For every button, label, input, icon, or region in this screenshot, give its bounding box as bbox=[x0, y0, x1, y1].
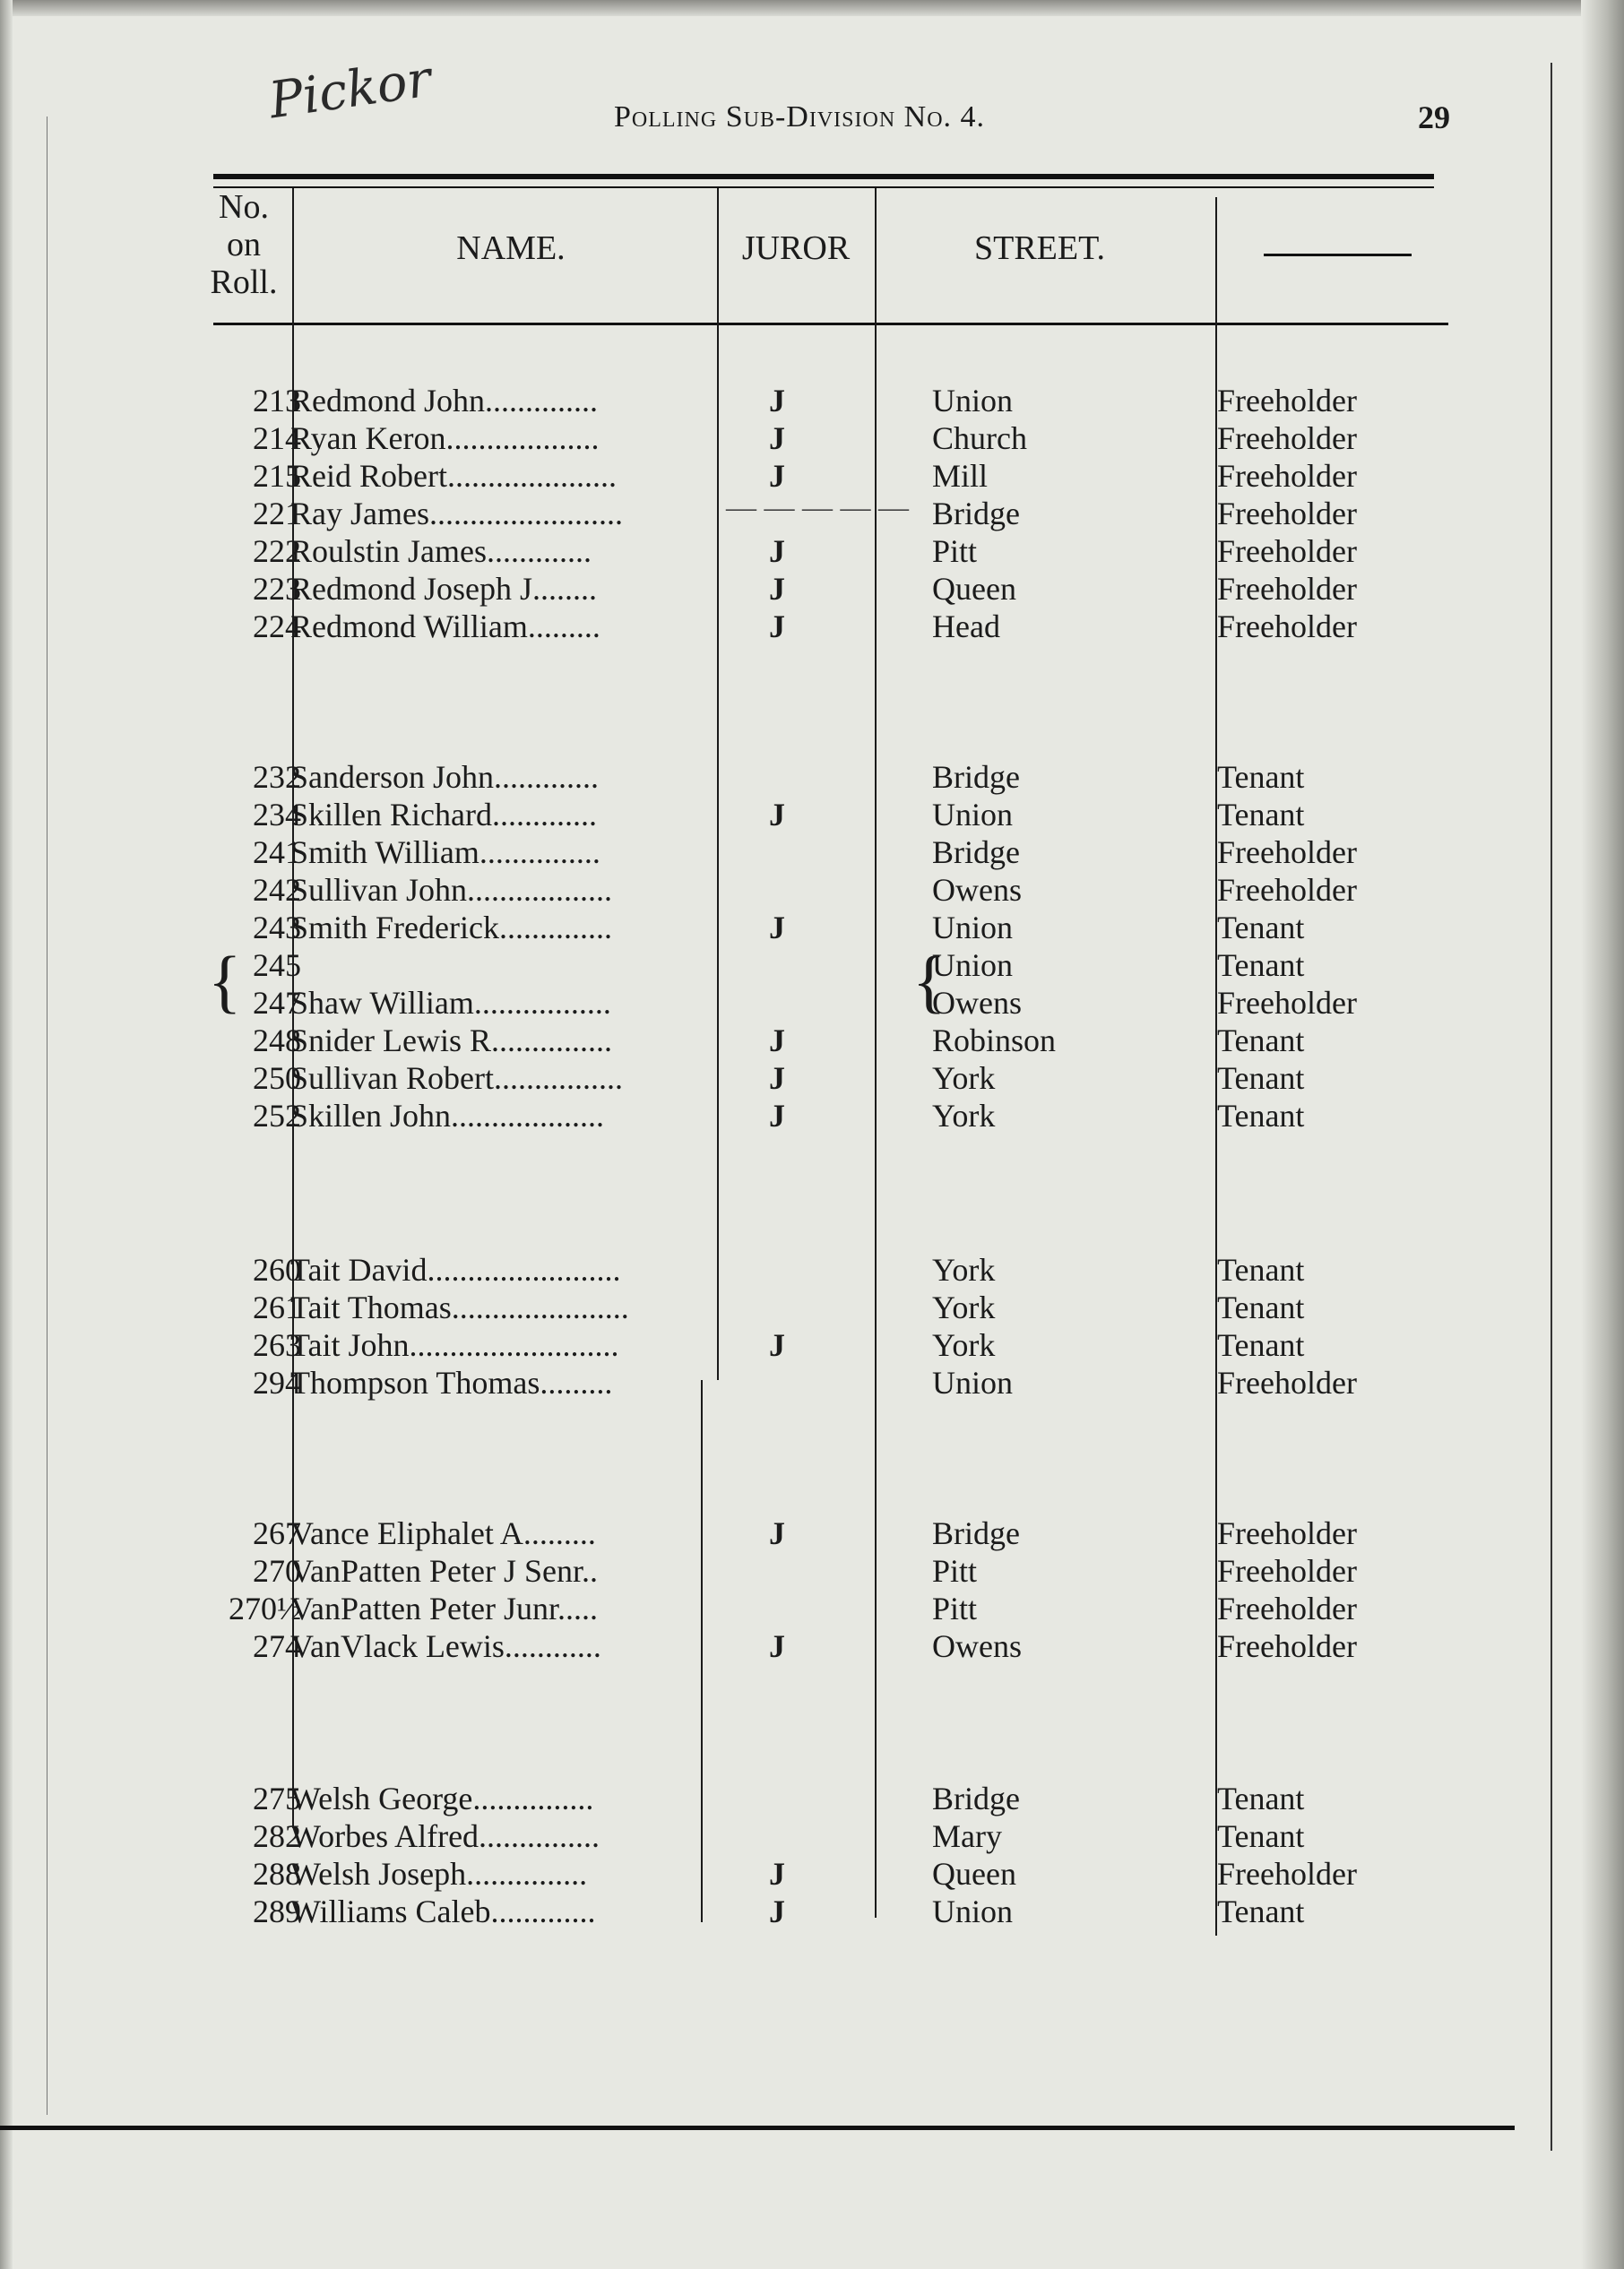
table-row bbox=[0, 1514, 1542, 1552]
street-name: Union bbox=[932, 383, 1013, 418]
table-row bbox=[0, 1552, 1542, 1590]
table-row bbox=[0, 909, 1542, 946]
roll-number: 270 bbox=[253, 1553, 301, 1589]
tenure-status: Freeholder bbox=[1217, 1365, 1357, 1401]
voter-name: Tait John.......................... bbox=[290, 1327, 619, 1363]
roll-number: 250 bbox=[253, 1060, 301, 1096]
roll-number: 224 bbox=[253, 608, 301, 644]
juror-mark: J bbox=[769, 1327, 785, 1363]
roll-number: 242 bbox=[253, 872, 301, 908]
voter-name: VanVlack Lewis............ bbox=[290, 1628, 601, 1664]
voter-name: Smith Frederick.............. bbox=[290, 910, 612, 945]
roll-number: 260 bbox=[253, 1252, 301, 1288]
table-row bbox=[0, 1817, 1542, 1855]
roll-number: 263 bbox=[253, 1327, 301, 1363]
table-row bbox=[0, 1364, 1542, 1402]
tenure-status: Freeholder bbox=[1217, 1553, 1357, 1589]
tenure-status: Tenant bbox=[1217, 1252, 1305, 1288]
roll-number: 275 bbox=[253, 1781, 301, 1816]
tenure-status: Freeholder bbox=[1217, 1591, 1357, 1626]
voter-name: Redmond William......... bbox=[290, 608, 600, 644]
street-name: Mill bbox=[932, 458, 989, 494]
table-row bbox=[0, 1627, 1542, 1665]
juror-dash-mark: — — — — — bbox=[726, 491, 909, 524]
street-name: Owens bbox=[932, 1628, 1022, 1664]
street-name: York bbox=[932, 1290, 996, 1325]
tenure-status: Freeholder bbox=[1217, 496, 1357, 531]
table-row bbox=[0, 1289, 1542, 1326]
tenure-status: Freeholder bbox=[1217, 1628, 1357, 1664]
tenure-status: Freeholder bbox=[1217, 383, 1357, 418]
tenure-status: Freeholder bbox=[1217, 834, 1357, 870]
roll-number: 243 bbox=[253, 910, 301, 945]
header-top-rule-thin bbox=[213, 186, 1434, 188]
street-name: Union bbox=[932, 947, 1013, 983]
table-row bbox=[0, 570, 1542, 608]
tenure-status: Tenant bbox=[1217, 797, 1305, 833]
table-row bbox=[0, 1059, 1542, 1097]
header-on: on bbox=[227, 226, 261, 263]
roll-number: 245 bbox=[253, 947, 301, 983]
page-top-edge bbox=[0, 0, 1624, 16]
voter-name: Redmond Joseph J........ bbox=[290, 571, 597, 607]
street-name: Church bbox=[932, 420, 1027, 456]
voter-name: Roulstin James............. bbox=[290, 533, 592, 569]
tenure-status: Freeholder bbox=[1217, 533, 1357, 569]
street-name: Union bbox=[932, 1894, 1013, 1929]
juror-mark: J bbox=[769, 458, 785, 494]
street-name: Queen bbox=[932, 1856, 1016, 1892]
table-row bbox=[0, 1780, 1542, 1817]
tenure-status: Freeholder bbox=[1217, 1515, 1357, 1551]
right-margin-rule bbox=[1551, 63, 1552, 2151]
street-name: Union bbox=[932, 797, 1013, 833]
voter-name: Shaw William................. bbox=[290, 985, 611, 1021]
header-bottom-rule bbox=[213, 323, 1448, 325]
roll-number: 214 bbox=[253, 420, 301, 456]
voter-name: Sullivan Robert................ bbox=[290, 1060, 623, 1096]
table-row bbox=[0, 1326, 1542, 1364]
roll-number: 247 bbox=[253, 985, 301, 1021]
voter-name: Reid Robert..................... bbox=[290, 458, 617, 494]
roll-number: 222 bbox=[253, 533, 301, 569]
tenure-status: Tenant bbox=[1217, 1894, 1305, 1929]
roll-number: 294 bbox=[253, 1365, 301, 1401]
roll-number: 223 bbox=[253, 571, 301, 607]
tenure-status: Freeholder bbox=[1217, 1856, 1357, 1892]
street-name: York bbox=[932, 1252, 996, 1288]
table-row bbox=[0, 419, 1542, 457]
juror-mark: J bbox=[769, 1022, 785, 1058]
roll-number: 274 bbox=[253, 1628, 301, 1664]
page-bottom-rule bbox=[0, 2126, 1515, 2130]
street-name: Pitt bbox=[932, 533, 978, 569]
table-row bbox=[0, 1251, 1542, 1289]
voter-name: Smith William............... bbox=[290, 834, 600, 870]
voter-name: Williams Caleb............. bbox=[290, 1894, 596, 1929]
street-name: Queen bbox=[932, 571, 1016, 607]
street-name: Union bbox=[932, 910, 1013, 945]
voter-name: Welsh George............... bbox=[290, 1781, 594, 1816]
street-name: Mary bbox=[932, 1818, 1002, 1854]
tenure-status: Tenant bbox=[1217, 947, 1305, 983]
tenure-status: Freeholder bbox=[1217, 872, 1357, 908]
tenure-status: Tenant bbox=[1217, 1098, 1305, 1134]
table-row bbox=[0, 1893, 1542, 1930]
street-name: Bridge bbox=[932, 834, 1020, 870]
voter-name: VanPatten Peter Junr..... bbox=[290, 1591, 598, 1626]
voter-name: VanPatten Peter J Senr.. bbox=[290, 1553, 598, 1589]
street-name: Bridge bbox=[932, 1781, 1020, 1816]
table-row bbox=[0, 608, 1542, 645]
juror-mark: J bbox=[769, 1098, 785, 1134]
page-number: 29 bbox=[1418, 99, 1450, 135]
juror-mark: J bbox=[769, 797, 785, 833]
tenure-status: Tenant bbox=[1217, 1060, 1305, 1096]
street-name: Union bbox=[932, 1365, 1013, 1401]
tenure-status: Tenant bbox=[1217, 1327, 1305, 1363]
running-head: Polling Sub-Division No. 4. bbox=[614, 100, 986, 134]
table-row bbox=[0, 871, 1542, 909]
header-top-rule bbox=[213, 174, 1434, 179]
roll-number: 267 bbox=[253, 1515, 301, 1551]
tenure-status: Tenant bbox=[1217, 1781, 1305, 1816]
street-name: Bridge bbox=[932, 759, 1020, 795]
roll-number: 232 bbox=[253, 759, 301, 795]
voter-name: Tait David........................ bbox=[290, 1252, 621, 1288]
roll-number: 215 bbox=[253, 458, 301, 494]
voter-name: Welsh Joseph............... bbox=[290, 1856, 588, 1892]
street-name: Robinson bbox=[932, 1022, 1057, 1058]
tenure-status: Freeholder bbox=[1217, 608, 1357, 644]
juror-mark: J bbox=[769, 1628, 785, 1664]
voter-name: Sullivan John.................. bbox=[290, 872, 613, 908]
street-name: Pitt bbox=[932, 1591, 978, 1626]
header-status-dash bbox=[1264, 254, 1412, 256]
table-row bbox=[0, 833, 1542, 871]
tenure-status: Tenant bbox=[1217, 1022, 1305, 1058]
voter-name: Vance Eliphalet A......... bbox=[290, 1515, 596, 1551]
brace-streets: { bbox=[912, 942, 946, 1020]
voter-name: Ryan Keron................... bbox=[290, 420, 600, 456]
roll-number: 234 bbox=[253, 797, 301, 833]
voter-name: Skillen Richard............. bbox=[290, 797, 597, 833]
table-row bbox=[0, 457, 1542, 495]
page-right-edge bbox=[1581, 0, 1624, 2269]
header-no-on-roll bbox=[203, 188, 285, 301]
roll-number: 289 bbox=[253, 1894, 301, 1929]
table-row bbox=[0, 796, 1542, 833]
roll-number: 252 bbox=[253, 1098, 301, 1134]
voter-name: Tait Thomas...................... bbox=[290, 1290, 629, 1325]
tenure-status: Freeholder bbox=[1217, 985, 1357, 1021]
street-name: Bridge bbox=[932, 1515, 1020, 1551]
juror-mark: J bbox=[769, 1515, 785, 1551]
juror-mark: J bbox=[769, 383, 785, 418]
voter-name: Thompson Thomas......... bbox=[290, 1365, 613, 1401]
street-name: Head bbox=[932, 608, 1000, 644]
roll-number: 241 bbox=[253, 834, 301, 870]
handwritten-note: Pickor bbox=[265, 49, 436, 131]
header-street: STREET. bbox=[973, 229, 1105, 267]
juror-mark: J bbox=[769, 608, 785, 644]
street-name: Pitt bbox=[932, 1553, 978, 1589]
header-no: No. bbox=[219, 188, 269, 226]
juror-mark: J bbox=[769, 1894, 785, 1929]
roll-number: 270½ bbox=[229, 1591, 301, 1626]
juror-mark: J bbox=[769, 533, 785, 569]
street-name: Owens bbox=[932, 985, 1022, 1021]
voter-name: Sanderson John............. bbox=[290, 759, 599, 795]
tenure-status: Freeholder bbox=[1217, 420, 1357, 456]
header-juror: JUROR bbox=[741, 229, 851, 267]
table-row bbox=[0, 1855, 1542, 1893]
roll-number: 261 bbox=[253, 1290, 301, 1325]
street-name: York bbox=[932, 1060, 996, 1096]
brace-roll-numbers: { bbox=[208, 942, 242, 1020]
tenure-status: Tenant bbox=[1217, 1818, 1305, 1854]
table-row bbox=[0, 382, 1542, 419]
juror-mark: J bbox=[769, 1060, 785, 1096]
table-row bbox=[0, 758, 1542, 796]
table-row bbox=[0, 1590, 1542, 1627]
table-row bbox=[0, 532, 1542, 570]
roll-number: 221 bbox=[253, 496, 301, 531]
juror-mark: J bbox=[769, 420, 785, 456]
table-row bbox=[0, 1097, 1542, 1134]
voter-name: Skillen John................... bbox=[290, 1098, 605, 1134]
voter-name: Redmond John.............. bbox=[290, 383, 599, 418]
voter-name: Worbes Alfred............... bbox=[290, 1818, 600, 1854]
juror-mark: J bbox=[769, 571, 785, 607]
roll-number: 282 bbox=[253, 1818, 301, 1854]
street-name: York bbox=[932, 1327, 996, 1363]
tenure-status: Tenant bbox=[1217, 910, 1305, 945]
tenure-status: Freeholder bbox=[1217, 571, 1357, 607]
juror-mark: J bbox=[769, 910, 785, 945]
roll-number: 248 bbox=[253, 1022, 301, 1058]
tenure-status: Tenant bbox=[1217, 759, 1305, 795]
header-roll: Roll. bbox=[210, 263, 278, 301]
header-name: NAME. bbox=[456, 229, 566, 267]
tenure-status: Freeholder bbox=[1217, 458, 1357, 494]
tenure-status: Tenant bbox=[1217, 1290, 1305, 1325]
street-name: Owens bbox=[932, 872, 1022, 908]
juror-mark: J bbox=[769, 1856, 785, 1892]
street-name: Bridge bbox=[932, 496, 1020, 531]
table-row bbox=[0, 1022, 1542, 1059]
voter-name: Ray James........................ bbox=[290, 496, 623, 531]
street-name: York bbox=[932, 1098, 996, 1134]
voter-name: Snider Lewis R............... bbox=[290, 1022, 612, 1058]
roll-number: 213 bbox=[253, 383, 301, 418]
roll-number: 288 bbox=[253, 1856, 301, 1892]
